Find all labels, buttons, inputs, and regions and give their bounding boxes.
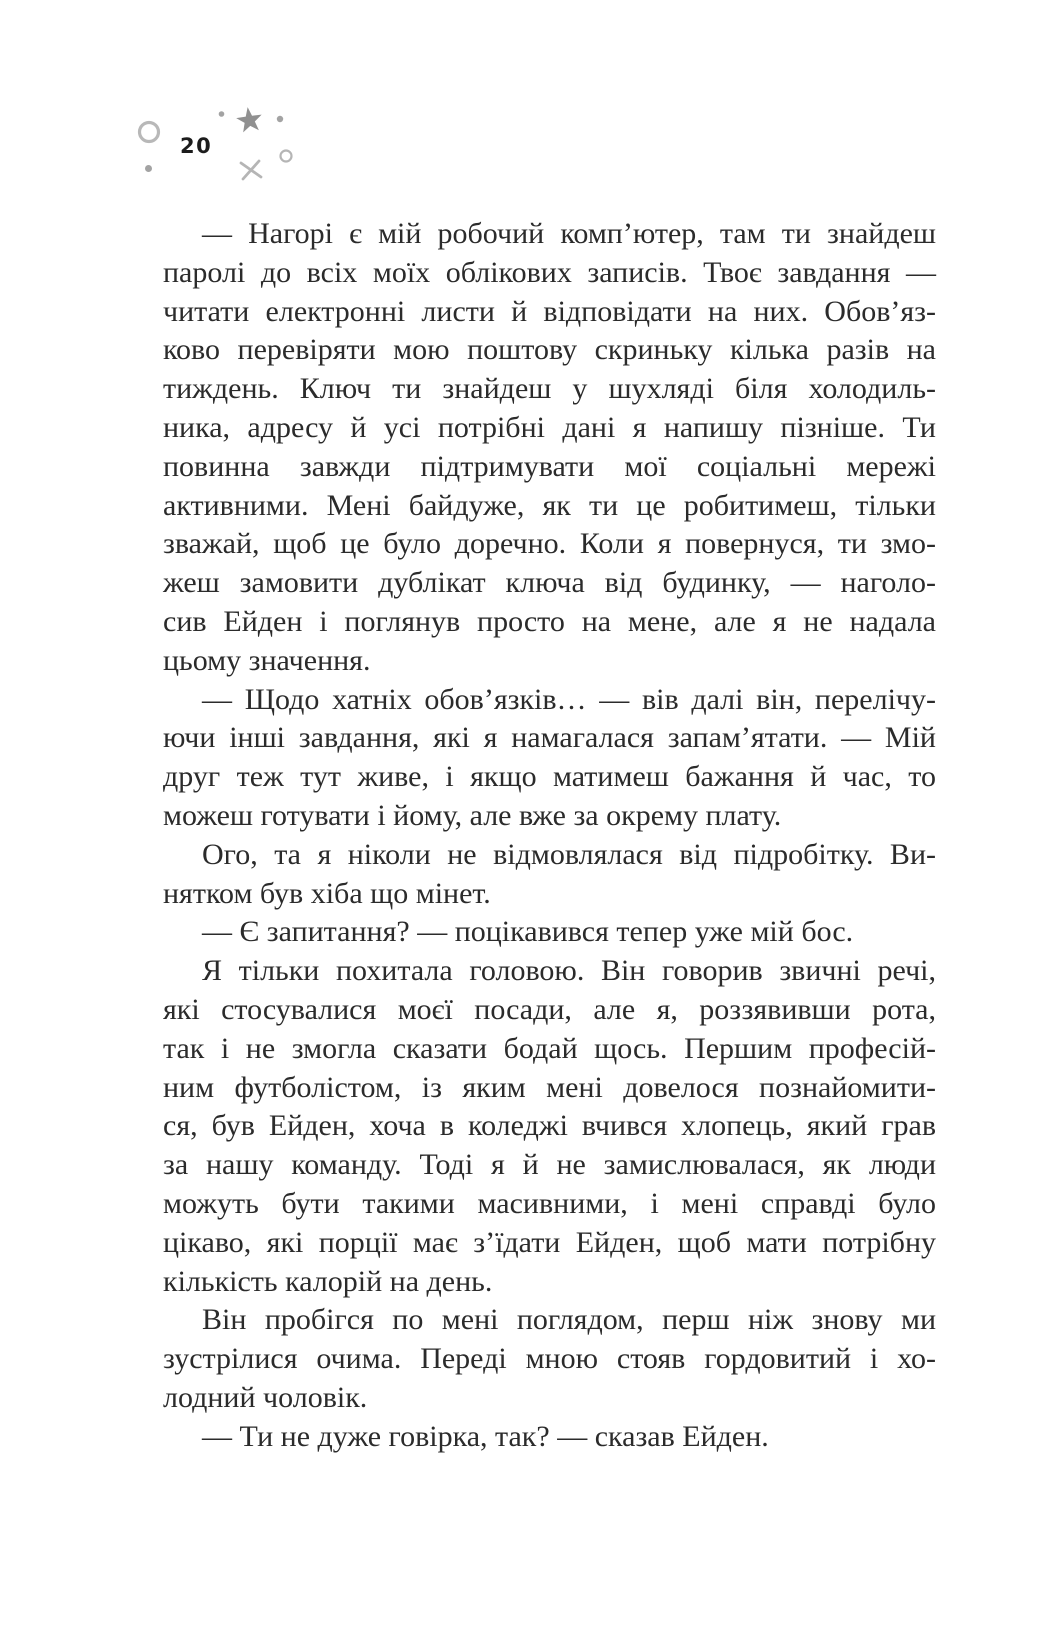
text-line: друг теж тут живе, і якщо матимеш бажання й час, то: [163, 760, 936, 794]
circle-outline-icon: [140, 123, 159, 142]
text-line: — Нагорі є мій робочий комп’ютер, там ти знайдеш: [202, 217, 936, 250]
text-line: ючи інші завдання, які я намагалася запам’ятати. — Мій: [163, 721, 936, 755]
text-line: Я тільки похитала головою. Він говорив звичні речі,: [202, 954, 936, 988]
text-line: активними. Мені байдуже, як ти це робитимеш, тільки: [163, 488, 936, 522]
text-line: ника, адресу й усі потрібні дані я напишу пізніше. Ти: [163, 410, 936, 444]
circle-outline-small-icon: [281, 151, 292, 162]
text-line: — Щодо хатніх обов’язків… — вів далі він, перелічу-: [202, 682, 936, 716]
text-line: за нашу команду. Тоді я й не замислювалася, як люди: [163, 1148, 936, 1182]
text-line: Ого, та я ніколи не відмовлялася від підробітку. Ви-: [202, 837, 936, 871]
text-line: тиждень. Ключ ти знайдеш у шухляді біля холодиль-: [163, 372, 936, 406]
text-line: цікаво, які порції має з’їдати Ейден, щоб мати потрібну: [163, 1225, 936, 1259]
paragraph: [163, 215, 936, 681]
paragraph: [163, 913, 936, 952]
paragraph: [163, 952, 936, 1301]
cross-icon: [241, 161, 261, 179]
dot-icon: [277, 116, 283, 122]
text-line: паролі до всіх моїх облікових записів. Твоє завдання —: [163, 255, 936, 289]
text-line: жеш замовити дублікат ключа від будинку, — наголо-: [163, 566, 936, 600]
text-line: можеш готувати і йому, але вже за окрему плату.: [163, 798, 782, 832]
text-line: кількість калорій на день.: [163, 1264, 493, 1298]
text-line: ся, був Ейден, хоча в коледжі вчився хлопець, який грав: [163, 1109, 936, 1143]
paragraph: [163, 1301, 936, 1417]
text-line: зважай, щоб це було доречно. Коли я повернуся, ти змо-: [163, 527, 936, 561]
text-line: які стосувалися моєї посади, але я, роззявивши рота,: [163, 992, 936, 1026]
paragraph: [163, 1418, 936, 1457]
text-line: читати електронні листи й відповідати на них. Обов’яз-: [163, 294, 936, 328]
text-line: ним футболістом, із яким мені довелося познайомити-: [163, 1070, 936, 1104]
text-line: сив Ейден і поглянув просто на мене, але я не надала: [163, 604, 936, 638]
decorative-shapes: [0, 0, 340, 210]
text-line: так і не змогла сказати бодай щось. Першим професій-: [163, 1031, 936, 1065]
star-icon: [235, 105, 264, 133]
paragraph: [163, 836, 936, 914]
text-line: зустрілися очима. Переді мною стояв гордовитий і хо-: [163, 1342, 936, 1376]
text-line: повинна завжди підтримувати мої соціальні мережі: [163, 449, 936, 483]
text-line: ково перевіряти мою поштову скриньку кілька разів на: [163, 333, 936, 367]
text-line: Він пробігся по мені поглядом, перш ніж знову ми: [202, 1303, 936, 1337]
dot-icon: [219, 111, 225, 117]
paragraph: [163, 681, 936, 836]
dot-icon: [145, 165, 152, 172]
text-block: [163, 215, 936, 1457]
page-number: 20: [180, 134, 213, 158]
text-line: — Є запитання? — поцікавився тепер уже мій бос.: [202, 915, 854, 949]
text-line: лодний чоловік.: [163, 1380, 368, 1414]
text-line: цьому значення.: [163, 643, 371, 677]
text-line: — Ти не дуже говірка, так? — сказав Ейден.: [202, 1419, 769, 1453]
text-line: нятком був хіба що мінет.: [163, 876, 491, 910]
text-line: можуть бути такими масивними, і мені справді було: [163, 1186, 936, 1220]
